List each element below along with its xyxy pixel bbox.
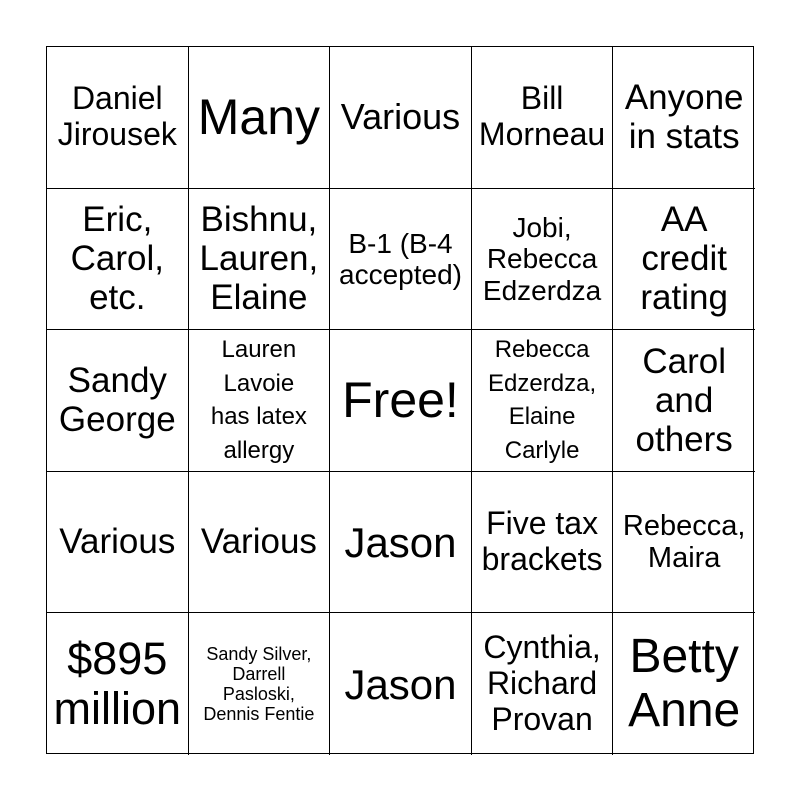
bingo-cell[interactable] (330, 472, 472, 614)
cell-text: AA credit rating (640, 200, 728, 318)
cell-text: Rebecca, Maira (622, 509, 746, 575)
cell-text: Sandy George (58, 361, 176, 440)
bingo-cell-free[interactable] (330, 330, 472, 472)
cell-text: Various (59, 522, 176, 562)
bingo-cell[interactable] (47, 47, 189, 189)
cell-text: Jobi, Rebecca Edzerdza (482, 211, 602, 306)
cell-text: Anyone in stats (624, 78, 744, 157)
cell-text: Sandy Silver, Darrell Pasloski, Dennis Fentie (203, 643, 315, 725)
cell-text: Bill Morneau (478, 80, 606, 153)
bingo-cell[interactable] (47, 330, 189, 472)
bingo-cell[interactable] (47, 189, 189, 331)
bingo-cell[interactable] (189, 330, 331, 472)
cell-text: Various (200, 522, 317, 562)
bingo-cell[interactable] (189, 613, 331, 755)
bingo-cell[interactable] (613, 47, 755, 189)
cell-text: Cynthia, Richard Provan (483, 629, 601, 738)
bingo-cell[interactable] (330, 47, 472, 189)
cell-text: Jason (344, 660, 457, 708)
bingo-cell[interactable] (472, 613, 614, 755)
bingo-cell[interactable] (330, 189, 472, 331)
cell-text: Free! (342, 372, 459, 429)
bingo-cell[interactable] (472, 189, 614, 331)
cell-text: Bishnu, Lauren, Elaine (199, 200, 319, 318)
bingo-cell[interactable] (613, 330, 755, 472)
cell-text: Five tax brackets (481, 505, 603, 578)
cell-text: Daniel Jirousek (57, 80, 177, 153)
cell-text: B-1 (B-4 accepted) (339, 227, 462, 290)
cell-text: $895 million (53, 632, 182, 735)
bingo-cell[interactable] (47, 613, 189, 755)
cell-text: Various (340, 96, 461, 138)
bingo-cell[interactable] (613, 613, 755, 755)
cell-text: Many (197, 89, 321, 146)
cell-text: Eric, Carol, etc. (70, 200, 164, 318)
cell-text: Rebecca Edzerdza, Elaine Carlyle (488, 336, 597, 465)
bingo-cell[interactable] (472, 472, 614, 614)
bingo-cell[interactable] (189, 472, 331, 614)
cell-text: Lauren Lavoie has latex allergy (210, 336, 307, 465)
bingo-cell[interactable] (47, 472, 189, 614)
cell-text: Carol and others (635, 341, 733, 460)
bingo-board (46, 46, 754, 754)
bingo-cell[interactable] (472, 47, 614, 189)
bingo-cell[interactable] (330, 613, 472, 755)
bingo-cell[interactable] (472, 330, 614, 472)
bingo-cell[interactable] (613, 189, 755, 331)
bingo-cell[interactable] (189, 189, 331, 331)
bingo-cell[interactable] (613, 472, 755, 614)
bingo-cell[interactable] (189, 47, 331, 189)
cell-text: Jason (344, 518, 457, 566)
cell-text: Betty Anne (628, 630, 741, 738)
